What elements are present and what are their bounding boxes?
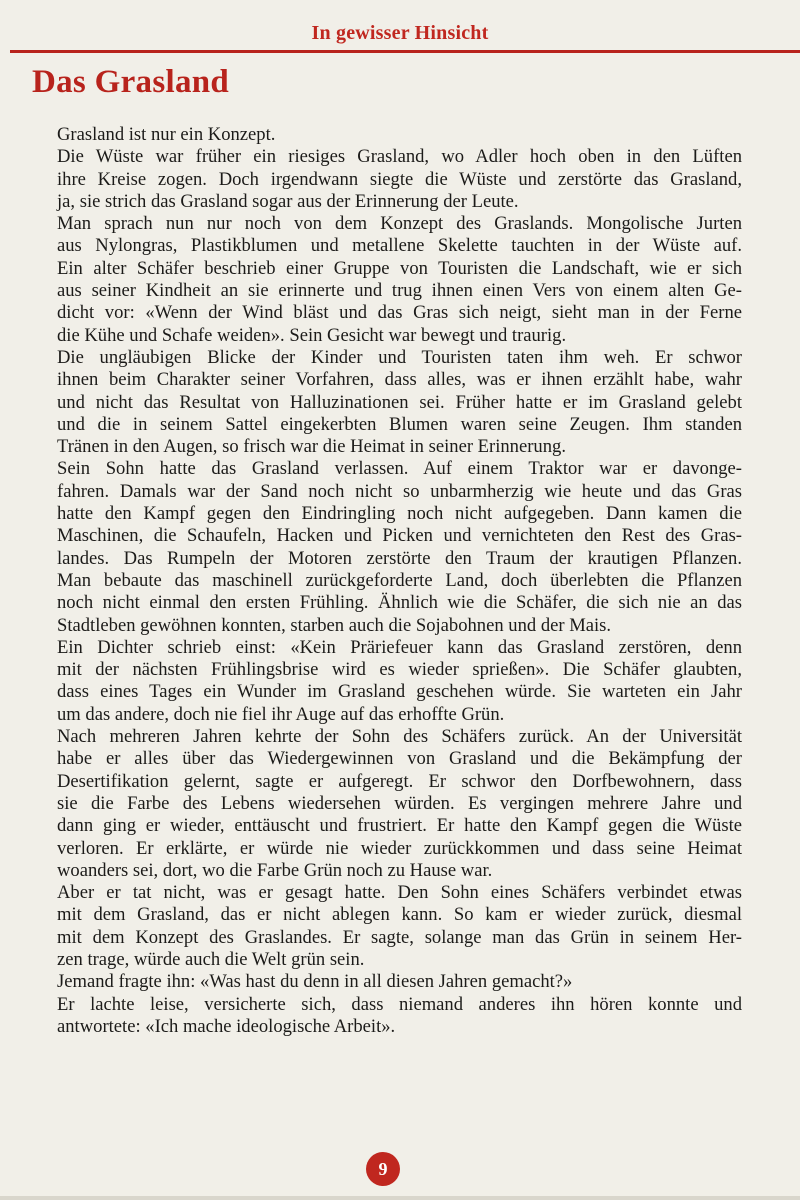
running-header: In gewisser Hinsicht <box>311 22 489 44</box>
paragraph <box>57 637 742 726</box>
text-line: verloren. Er erklärte, er würde nie wieder zurückkommen und dass seine Heimat <box>57 837 742 859</box>
paragraph <box>57 994 742 1039</box>
text-line: dann ging er wieder, enttäuscht und frustriert. Er hatte den Kampf gegen die Wüste <box>57 815 742 837</box>
text-line: landes. Das Rumpeln der Motoren zerstörte den Traum der krautigen Pflanzen. <box>57 547 742 569</box>
text-line: und die in seinem Sattel eingekerbten Blumen waren seine Zeugen. Ihm standen <box>57 413 742 435</box>
paragraph <box>57 213 742 347</box>
text-line: Er lachte leise, versicherte sich, dass niemand anderes ihn hören konnte und <box>57 993 742 1015</box>
text-line: um das andere, doch nie fiel ihr Auge auf das erhoffte Grün. <box>57 703 505 725</box>
text-line: zen trage, würde auch die Welt grün sein. <box>57 948 365 970</box>
text-line: dass eines Tages ein Wunder im Grasland geschehen würde. Sie warteten ein Jahr <box>57 681 742 703</box>
paragraph <box>57 146 742 213</box>
text-line: Man sprach nun nur noch von dem Konzept des Graslands. Mongolische Jurten <box>57 213 742 235</box>
text-line: und nicht das Resultat von Halluzinationen sei. Früher hatte er im Grasland gelebt <box>57 391 742 413</box>
text-line: Die Wüste war früher ein riesiges Grasland, wo Adler hoch oben in den Lüften <box>57 146 742 168</box>
text-line: noch nicht einmal den ersten Frühling. Ähnlich wie die Schäfer, die sich nie an das <box>57 592 742 614</box>
text-line: sie die Farbe des Lebens wiedersehen würden. Es vergingen mehrere Jahre und <box>57 792 742 814</box>
body-text <box>57 124 742 1038</box>
text-line: Ein alter Schäfer beschrieb einer Gruppe von Touristen die Landschaft, wie er sich <box>57 257 742 279</box>
text-line: ihnen beim Charakter seiner Vorfahren, dass alles, was er ihnen erzählt habe, wahr <box>57 369 742 391</box>
text-line: mit der nächsten Frühlingsbrise wird es wieder sprießen». Die Schäfer glaubten, <box>57 659 742 681</box>
page-bottom-edge <box>0 1196 800 1200</box>
text-line: Desertifikation gelernt, sagte er aufgeregt. Er schwor den Dorfbewohnern, dass <box>57 770 742 792</box>
text-line: Sein Sohn hatte das Grasland verlassen. Auf einem Traktor war er davonge- <box>57 458 742 480</box>
text-line: ja, sie strich das Grasland sogar aus der Erinnerung der Leute. <box>57 190 519 212</box>
text-line: Man bebaute das maschinell zurückgeforderte Land, doch überlebten die Pflanzen <box>57 569 742 591</box>
text-line: Aber er tat nicht, was er gesagt hatte. Den Sohn eines Schäfers verbindet etwas <box>57 882 742 904</box>
text-line: ihre Kreise zogen. Doch irgendwann siegte die Wüste und zerstörte das Grasland, <box>57 168 742 190</box>
text-line: Nach mehreren Jahren kehrte der Sohn des Schäfers zurück. An der Universität <box>57 726 742 748</box>
paragraph <box>57 882 742 971</box>
text-line: Jemand fragte ihn: «Was hast du denn in all diesen Jahren gemacht?» <box>57 971 573 993</box>
text-line: mit dem Grasland, das er nicht ablegen kann. So kam er wieder zurück, diesmal <box>57 904 742 926</box>
paragraph <box>57 726 742 882</box>
paragraph <box>57 971 742 993</box>
paragraph <box>57 124 742 146</box>
text-line: Tränen in den Augen, so frisch war die Heimat in seiner Erinnerung. <box>57 436 566 458</box>
text-line: Grasland ist nur ein Konzept. <box>57 124 276 145</box>
text-line: Maschinen, die Schaufeln, Hacken und Picken und vernichteten den Rest des Gras- <box>57 525 742 547</box>
text-line: Ein Dichter schrieb einst: «Kein Präriefeuer kann das Grasland zerstören, denn <box>57 636 742 658</box>
text-line: fahren. Damals war der Sand noch nicht so unbarmherzig wie heute und das Gras <box>57 480 742 502</box>
text-line: Die ungläubigen Blicke der Kinder und Touristen taten ihm weh. Er schwor <box>57 346 742 368</box>
page-number: 9 <box>366 1152 400 1186</box>
text-line: antwortete: «Ich mache ideologische Arbeit». <box>57 1015 396 1037</box>
text-line: aus seiner Kindheit an sie erinnerte und trug ihnen einen Vers von einem alten Ge- <box>57 280 742 302</box>
text-line: aus Nylongras, Plastikblumen und metallene Skelette tauchten in der Wüste auf. <box>57 235 742 257</box>
paragraph <box>57 458 742 636</box>
text-line: mit dem Konzept des Graslandes. Er sagte, solange man das Grün in seinem Her- <box>57 926 742 948</box>
text-line: woanders sei, dort, wo die Farbe Grün noch zu Hause war. <box>57 859 493 881</box>
text-line: hatte den Kampf gegen den Eindringling noch nicht aufgegeben. Dann kamen die <box>57 503 742 525</box>
text-line: die Kühe und Schafe weiden». Sein Gesicht war bewegt und traurig. <box>57 324 567 346</box>
text-line: Stadtleben gewöhnen konnten, starben auch die Sojabohnen und der Mais. <box>57 614 612 636</box>
text-line: habe er alles über das Wiedergewinnen von Grasland und die Bekämpfung der <box>57 748 742 770</box>
header-rule <box>10 50 800 53</box>
paragraph <box>57 347 742 458</box>
text-line: dicht vor: «Wenn der Wind bläst und das Gras sich neigt, sieht man in der Ferne <box>57 302 742 324</box>
chapter-title: Das Grasland <box>32 64 230 100</box>
